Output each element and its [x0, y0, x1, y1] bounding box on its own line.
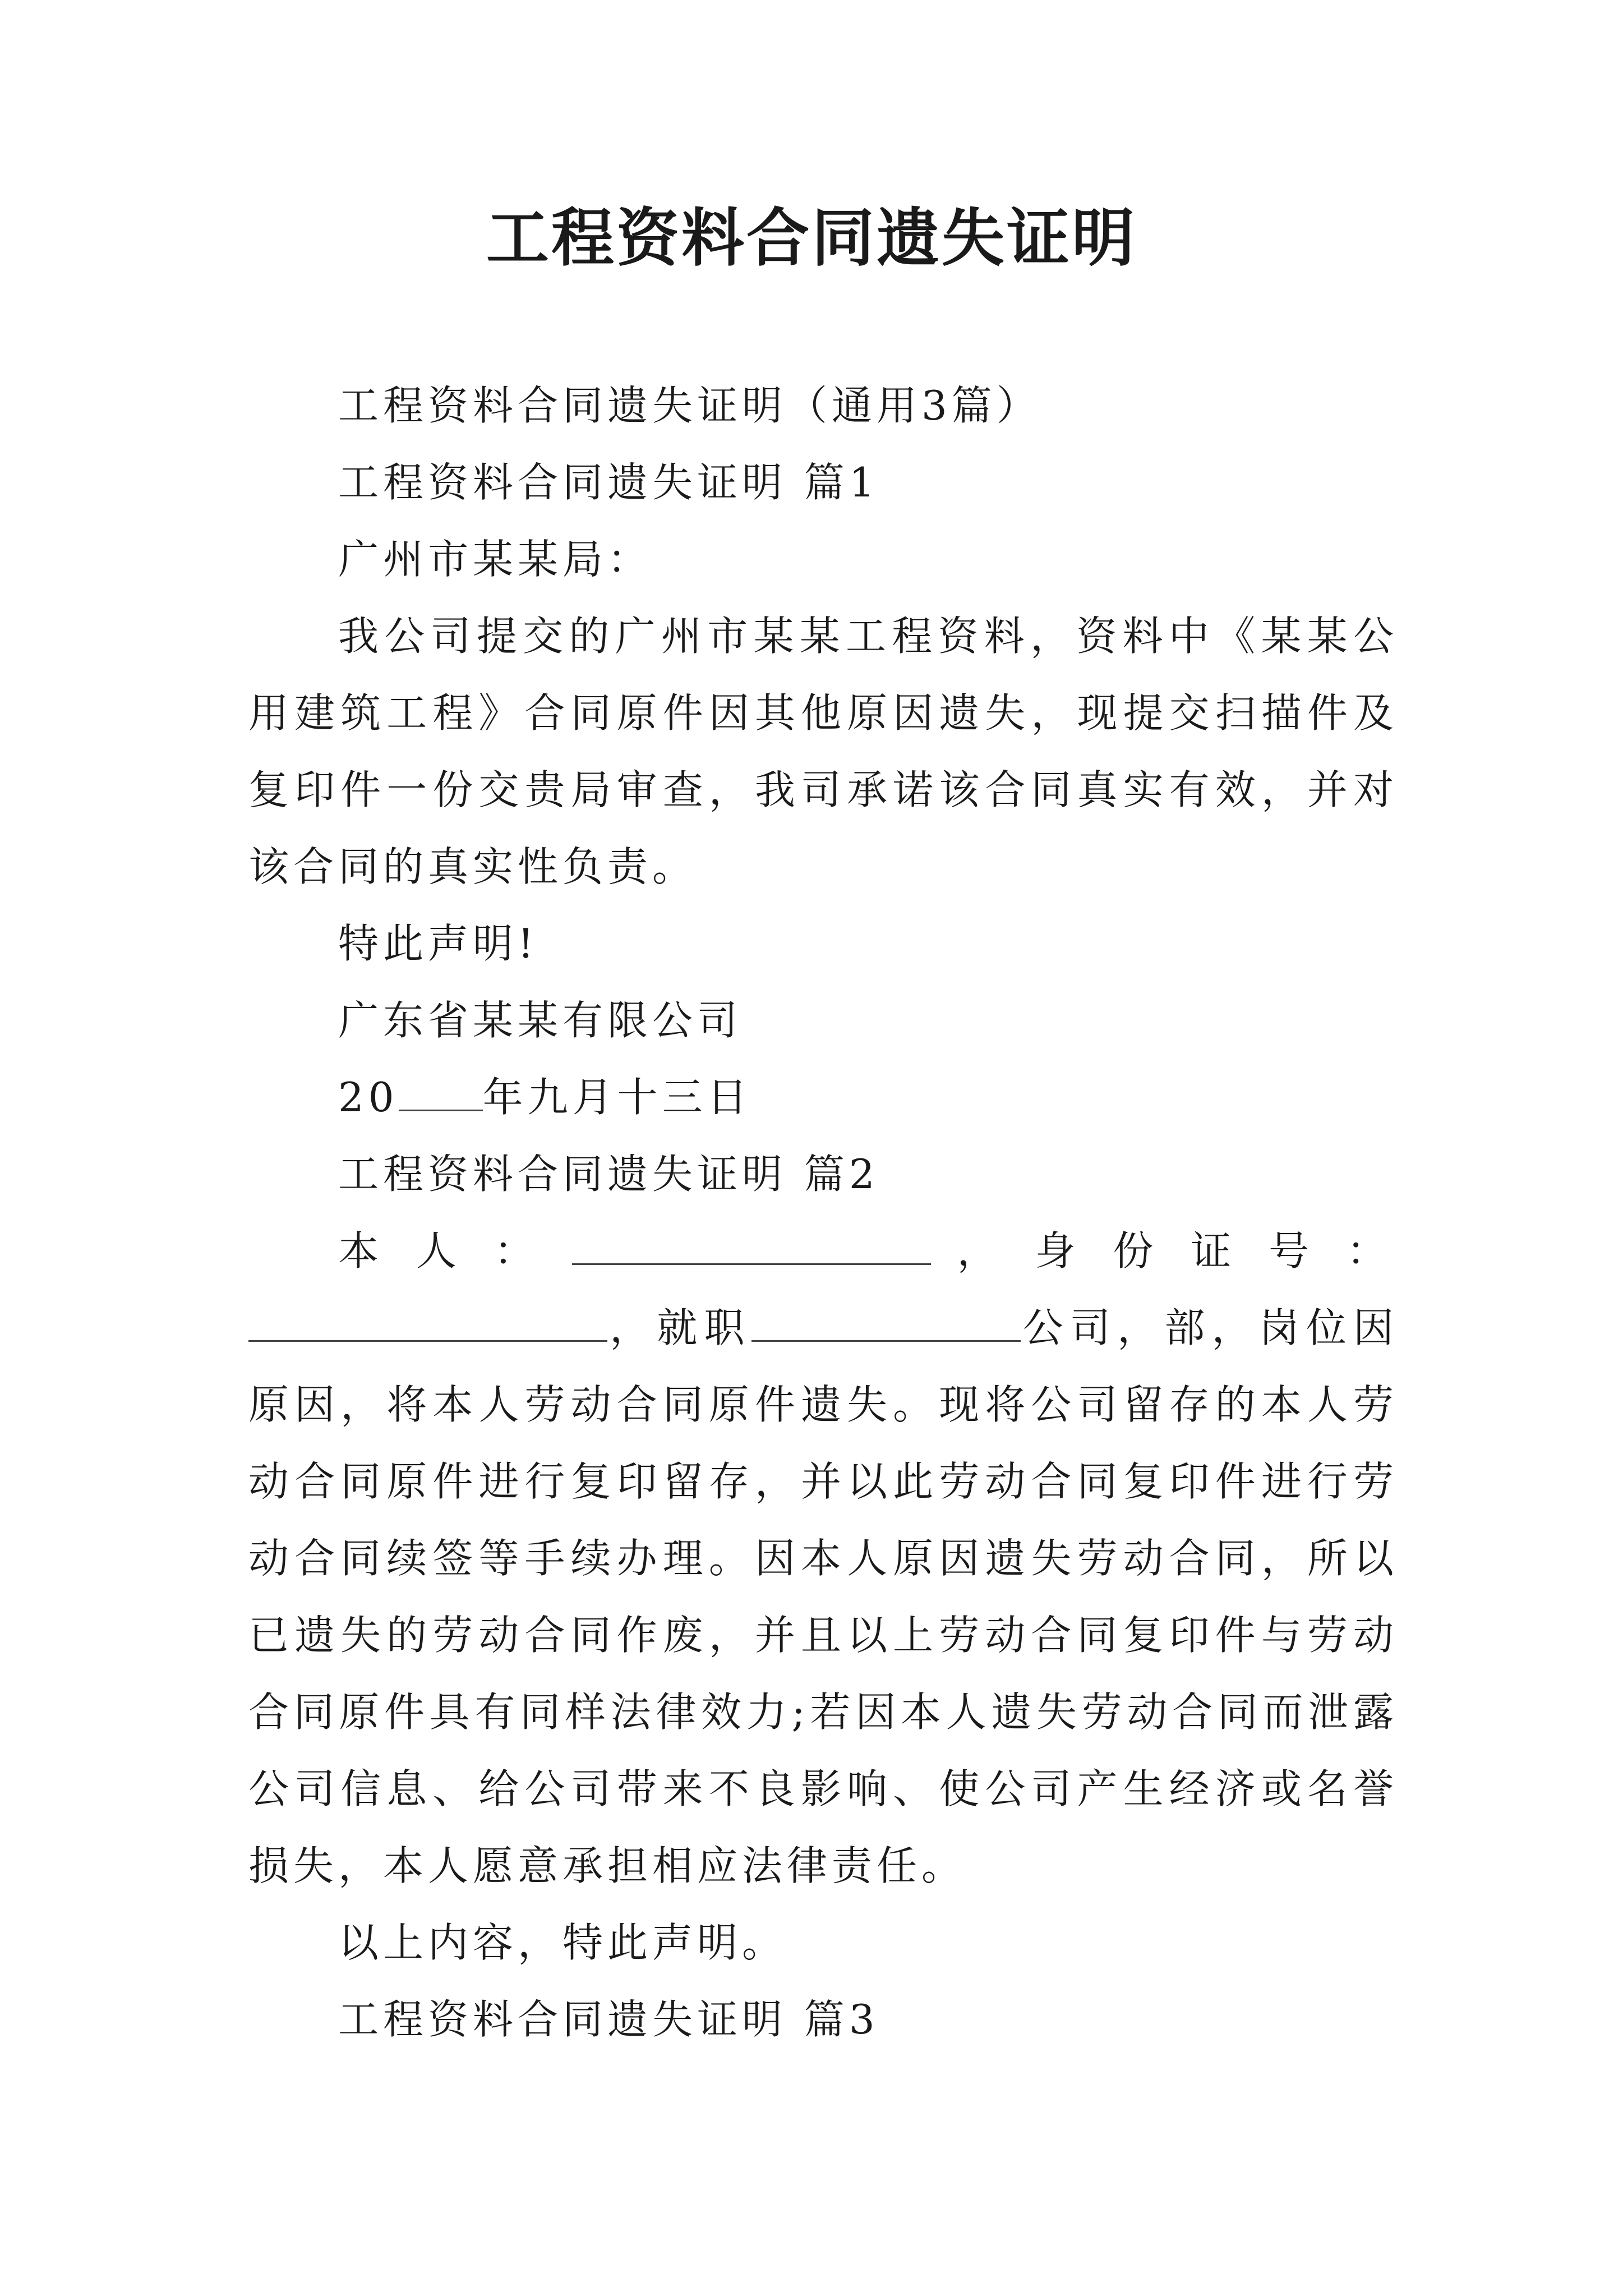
id-number-blank — [248, 1301, 607, 1342]
section-1-addressee: 广州市某某局： — [338, 536, 653, 583]
date-rest: 年九月十三日 — [482, 1074, 752, 1121]
employed-label: ，就职 — [607, 1304, 751, 1351]
section-1-body: 我公司提交的广州市某某工程资料，资料中《某某公用建筑工程》合同原件因其他原因遗失，现提交扫描件及复印件一份交贵局审查，我司承诺该合同真实有效，并对该合同的真实性负责。 — [248, 613, 1398, 890]
section-2-body: 公司，部，岗位因原因，将本人劳动合同原件遗失。现将公司留存的本人劳动合同原件进行复印留存，并以此劳动合同复印件进行劳动合同续签等手续办理。因本人原因遗失劳动合同，所以已遗失的劳动合同作废，并且以上劳动合同复印件与劳动合同原件具有同样法律效力;若因本人遗失劳动合同而泄露公司信息、给公司带来不良影响、使公司产生经济或名誉损失，本人愿意承担相应法律责任。 — [248, 1304, 1398, 1889]
section-1-signatory: 广东省某某有限公司 — [338, 997, 743, 1044]
person-label: 本人： — [338, 1227, 572, 1274]
date-year-blank — [399, 1070, 483, 1111]
section-2-closing: 以上内容，特此声明。 — [338, 1919, 787, 1966]
name-blank — [572, 1224, 931, 1265]
section-1-date — [248, 1059, 1398, 1136]
document-body — [248, 367, 1398, 2058]
company-blank — [751, 1301, 1021, 1342]
section-3-heading: 工程资料合同遗失证明 篇3 — [338, 1996, 879, 2043]
id-label: ，身份证号： — [930, 1227, 1398, 1274]
date-year-prefix: 20 — [338, 1074, 399, 1121]
section-1-heading: 工程资料合同遗失证明 篇1 — [338, 459, 879, 506]
section-1-declaration: 特此声明! — [338, 920, 538, 967]
document-subtitle: 工程资料合同遗失证明（通用3篇） — [338, 382, 1041, 429]
section-2-heading: 工程资料合同遗失证明 篇2 — [338, 1151, 879, 1198]
section-2-statement — [248, 1213, 1398, 1904]
document-title: 工程资料合同遗失证明 — [486, 201, 1137, 275]
